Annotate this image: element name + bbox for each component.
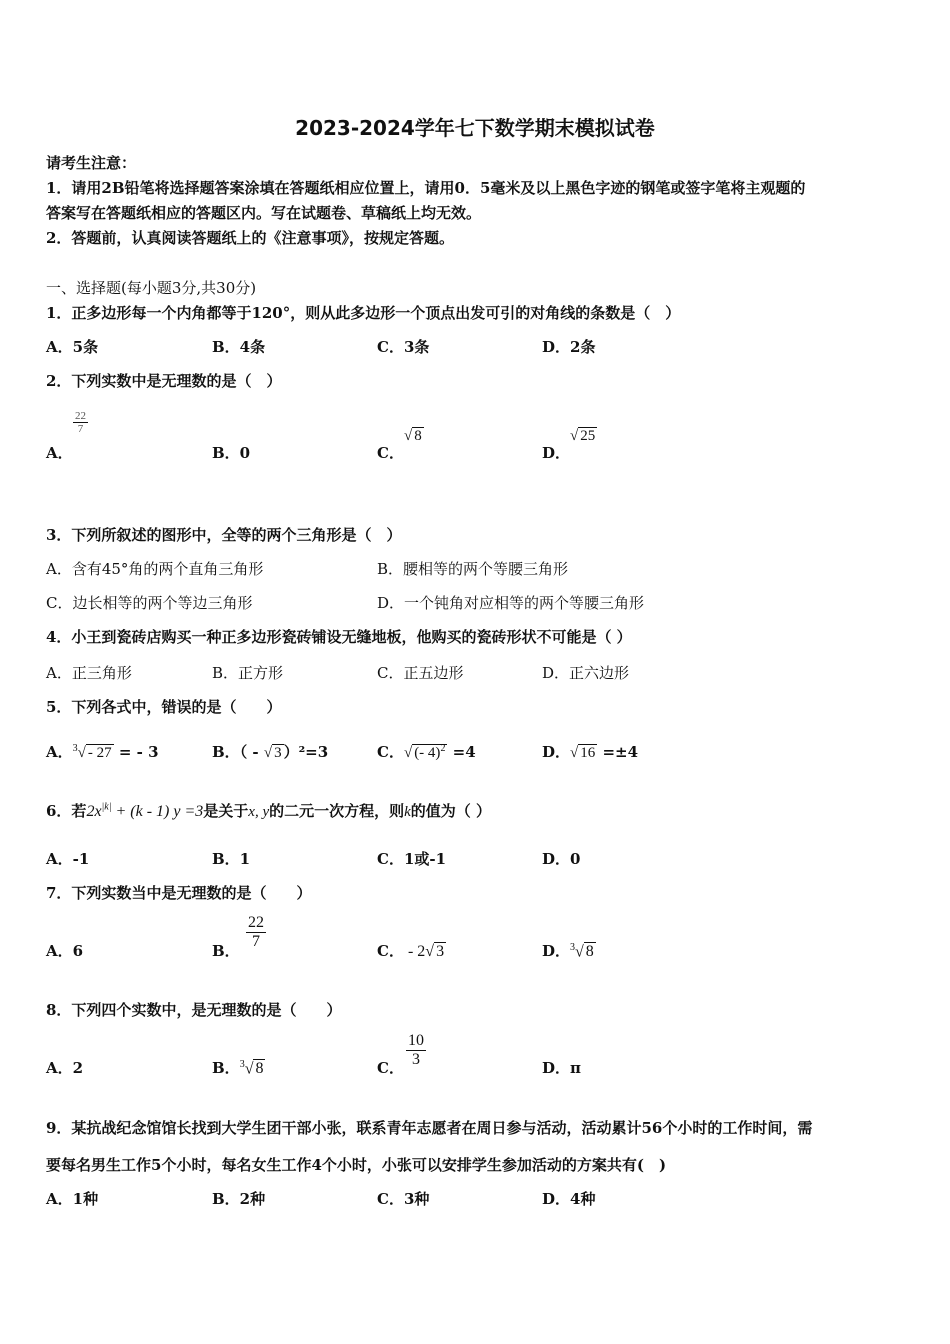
q5-b-sqrt: √ 3 bbox=[263, 745, 282, 761]
q8-c-denominator: 3 bbox=[412, 1051, 420, 1068]
question-6-stem bbox=[46, 800, 491, 821]
q5-c-exponent: 2 bbox=[440, 743, 446, 754]
q1-option-c: C．3条 bbox=[377, 338, 430, 356]
q8-option-c: C． bbox=[377, 1059, 404, 1077]
notice-item-1b: 答案写在答题纸相应的答题区内。写在试题卷、草稿纸上均无效。 bbox=[46, 204, 482, 222]
q5-a-radicand: - 27 bbox=[87, 745, 112, 761]
q6-k: k bbox=[404, 804, 411, 820]
page-title: 2023-2024学年七下数学期末模拟试卷 bbox=[295, 116, 655, 140]
q2-c-radicand: 8 bbox=[414, 428, 422, 444]
q6-option-c: C．1或-1 bbox=[377, 850, 447, 868]
q5-option-c bbox=[377, 741, 476, 762]
q6-option-b: B．1 bbox=[212, 850, 251, 868]
q8-option-d: D．π bbox=[542, 1059, 581, 1077]
q5-c-label: C． bbox=[377, 743, 404, 761]
q2-a-numerator: 22 bbox=[75, 410, 86, 422]
q8-b-cuberoot: $^3$√ 8 bbox=[239, 1058, 264, 1077]
q8-option-a: A．2 bbox=[46, 1059, 84, 1077]
q5-option-b bbox=[212, 741, 328, 762]
q7-b-numerator: 22 bbox=[248, 914, 264, 931]
q7-option-d bbox=[542, 940, 596, 961]
q4-option-d: D．正六边形 bbox=[542, 664, 630, 682]
q3-option-d: D．一个钝角对应相等的两个等腰三角形 bbox=[377, 594, 645, 612]
q2-d-radicand: 25 bbox=[580, 428, 596, 444]
question-1-stem: 1．正多边形每一个内角都等于120°，则从此多边形一个顶点出发可引的对角线的条数是（ ） bbox=[46, 304, 681, 322]
q7-d-label: D． bbox=[542, 942, 571, 960]
q8-b-label: B． bbox=[212, 1059, 240, 1077]
q7-c-radicand: 3 bbox=[436, 943, 445, 960]
q5-d-label: D． bbox=[542, 743, 571, 761]
q5-b-radicand: 3 bbox=[274, 745, 282, 761]
q3-option-c: C．边长相等的两个等边三角形 bbox=[46, 594, 253, 612]
q6-eq-a: 2x bbox=[86, 803, 102, 820]
q9-option-d: D．4种 bbox=[542, 1190, 596, 1208]
q6-option-a: A．-1 bbox=[46, 850, 90, 868]
q5-c-radicand-base: (- 4) bbox=[414, 745, 441, 761]
question-8-stem: 8．下列四个实数中，是无理数的是（ ） bbox=[46, 1001, 342, 1019]
q5-a-label: A． bbox=[46, 743, 73, 761]
question-5-stem: 5．下列各式中，错误的是（ ） bbox=[46, 698, 282, 716]
q5-b-tail: ）²=3 bbox=[283, 743, 329, 761]
q4-option-b: B．正方形 bbox=[212, 664, 284, 682]
q5-option-d bbox=[542, 741, 638, 762]
q1-option-a: A．5条 bbox=[46, 338, 99, 356]
q5-b-pre: （ - bbox=[239, 743, 264, 761]
q2-option-a bbox=[46, 442, 73, 463]
q5-a-cuberoot: $^3$√ - 27 bbox=[72, 743, 112, 761]
q7-d-radicand: 8 bbox=[585, 943, 594, 960]
question-9-stem-a: 9．某抗战纪念馆馆长找到大学生团干部小张，联系青年志愿者在周日参与活动，活动累计56个小时的工作时间，需 bbox=[46, 1119, 813, 1137]
q6-eq-sup: |k| bbox=[101, 801, 112, 813]
q7-c-label: C． bbox=[377, 942, 404, 960]
q5-c-sqrt: √ (- 4)$^2$ bbox=[403, 743, 446, 761]
q8-c-fraction bbox=[406, 1032, 426, 1069]
q6-stem-mid: 是关于 bbox=[203, 802, 249, 820]
q5-d-sqrt: √ 16 bbox=[570, 745, 596, 761]
q3-option-a: A．含有45°角的两个直角三角形 bbox=[46, 560, 264, 578]
notice-item-1a: 1．请用2B铅笔将选择题答案涂填在答题纸相应位置上，请用0．5毫米及以上黑色字迹的钢笔或签字笔将主观题的 bbox=[46, 179, 806, 197]
q5-d-radicand: 16 bbox=[580, 745, 596, 761]
section-heading: 一、选择题(每小题3分,共30分) bbox=[46, 279, 257, 297]
q8-c-numerator: 10 bbox=[408, 1032, 424, 1049]
q6-vars: x, y bbox=[248, 804, 270, 820]
q1-option-b: B．4条 bbox=[212, 338, 266, 356]
q5-option-a bbox=[46, 741, 159, 762]
q2-option-b: B．0 bbox=[212, 444, 251, 462]
q7-d-index: 3 bbox=[570, 941, 576, 953]
q7-b-denominator: 7 bbox=[252, 933, 260, 950]
q3-option-b: B．腰相等的两个等腰三角形 bbox=[377, 560, 569, 578]
q9-option-b: B．2种 bbox=[212, 1190, 266, 1208]
q6-stem-end: 的值为（ ） bbox=[410, 802, 492, 820]
question-3-stem: 3．下列所叙述的图形中，全等的两个三角形是（ ） bbox=[46, 526, 402, 544]
q2-option-d: D． bbox=[542, 444, 571, 462]
q2-option-c: C． bbox=[377, 444, 404, 462]
q7-c-sqrt: √ 3 bbox=[425, 943, 445, 960]
question-9-stem-b: 要每名男生工作5个小时，每名女生工作4个小时，小张可以安排学生参加活动的方案共有( ) bbox=[46, 1156, 667, 1174]
q2-d-sqrt: √ 25 bbox=[570, 428, 596, 444]
q6-option-d: D．0 bbox=[542, 850, 581, 868]
q2-c-sqrt: √ 8 bbox=[404, 428, 422, 444]
q5-c-tail: =4 bbox=[447, 743, 476, 761]
q7-option-a: A．6 bbox=[46, 942, 84, 960]
q7-option-c bbox=[377, 940, 446, 961]
q6-stem-pre: 6．若 bbox=[46, 802, 87, 820]
q6-eq-b: + (k - 1) y =3 bbox=[111, 803, 204, 820]
q5-a-tail: = - 3 bbox=[113, 743, 159, 761]
q5-d-tail: =±4 bbox=[597, 743, 639, 761]
q4-option-a: A．正三角形 bbox=[46, 664, 132, 682]
notice-heading: 请考生注意： bbox=[46, 154, 137, 172]
q8-b-index: 3 bbox=[239, 1058, 245, 1070]
q6-equation bbox=[86, 803, 203, 820]
q2-option-a-label: A． bbox=[46, 444, 73, 462]
q2-a-denominator: 7 bbox=[77, 423, 84, 435]
q8-b-radicand: 8 bbox=[255, 1060, 264, 1077]
q7-c-pre: - 2 bbox=[403, 943, 426, 960]
q2-a-fraction bbox=[73, 410, 88, 435]
q9-option-c: C．3种 bbox=[377, 1190, 430, 1208]
question-7-stem: 7．下列实数当中是无理数的是（ ） bbox=[46, 884, 312, 902]
q1-option-d: D．2条 bbox=[542, 338, 596, 356]
q8-option-b bbox=[212, 1057, 265, 1078]
notice-item-2: 2．答题前，认真阅读答题纸上的《注意事项》，按规定答题。 bbox=[46, 229, 454, 247]
q5-a-index: 3 bbox=[72, 743, 78, 754]
q5-b-label: B． bbox=[212, 743, 240, 761]
q9-option-a: A．1种 bbox=[46, 1190, 99, 1208]
q7-option-b: B． bbox=[212, 942, 240, 960]
question-4-stem: 4．小王到瓷砖店购买一种正多边形瓷砖铺设无缝地板，他购买的瓷砖形状不可能是（ ） bbox=[46, 628, 632, 646]
question-2-stem: 2．下列实数中是无理数的是（ ） bbox=[46, 372, 282, 390]
q4-option-c: C．正五边形 bbox=[377, 664, 464, 682]
q7-b-fraction bbox=[246, 914, 266, 951]
q6-stem-mid2: 的二元一次方程，则 bbox=[269, 802, 405, 820]
q7-d-cuberoot: $^3$√ 8 bbox=[570, 941, 594, 960]
q5-c-radicand bbox=[412, 744, 447, 761]
